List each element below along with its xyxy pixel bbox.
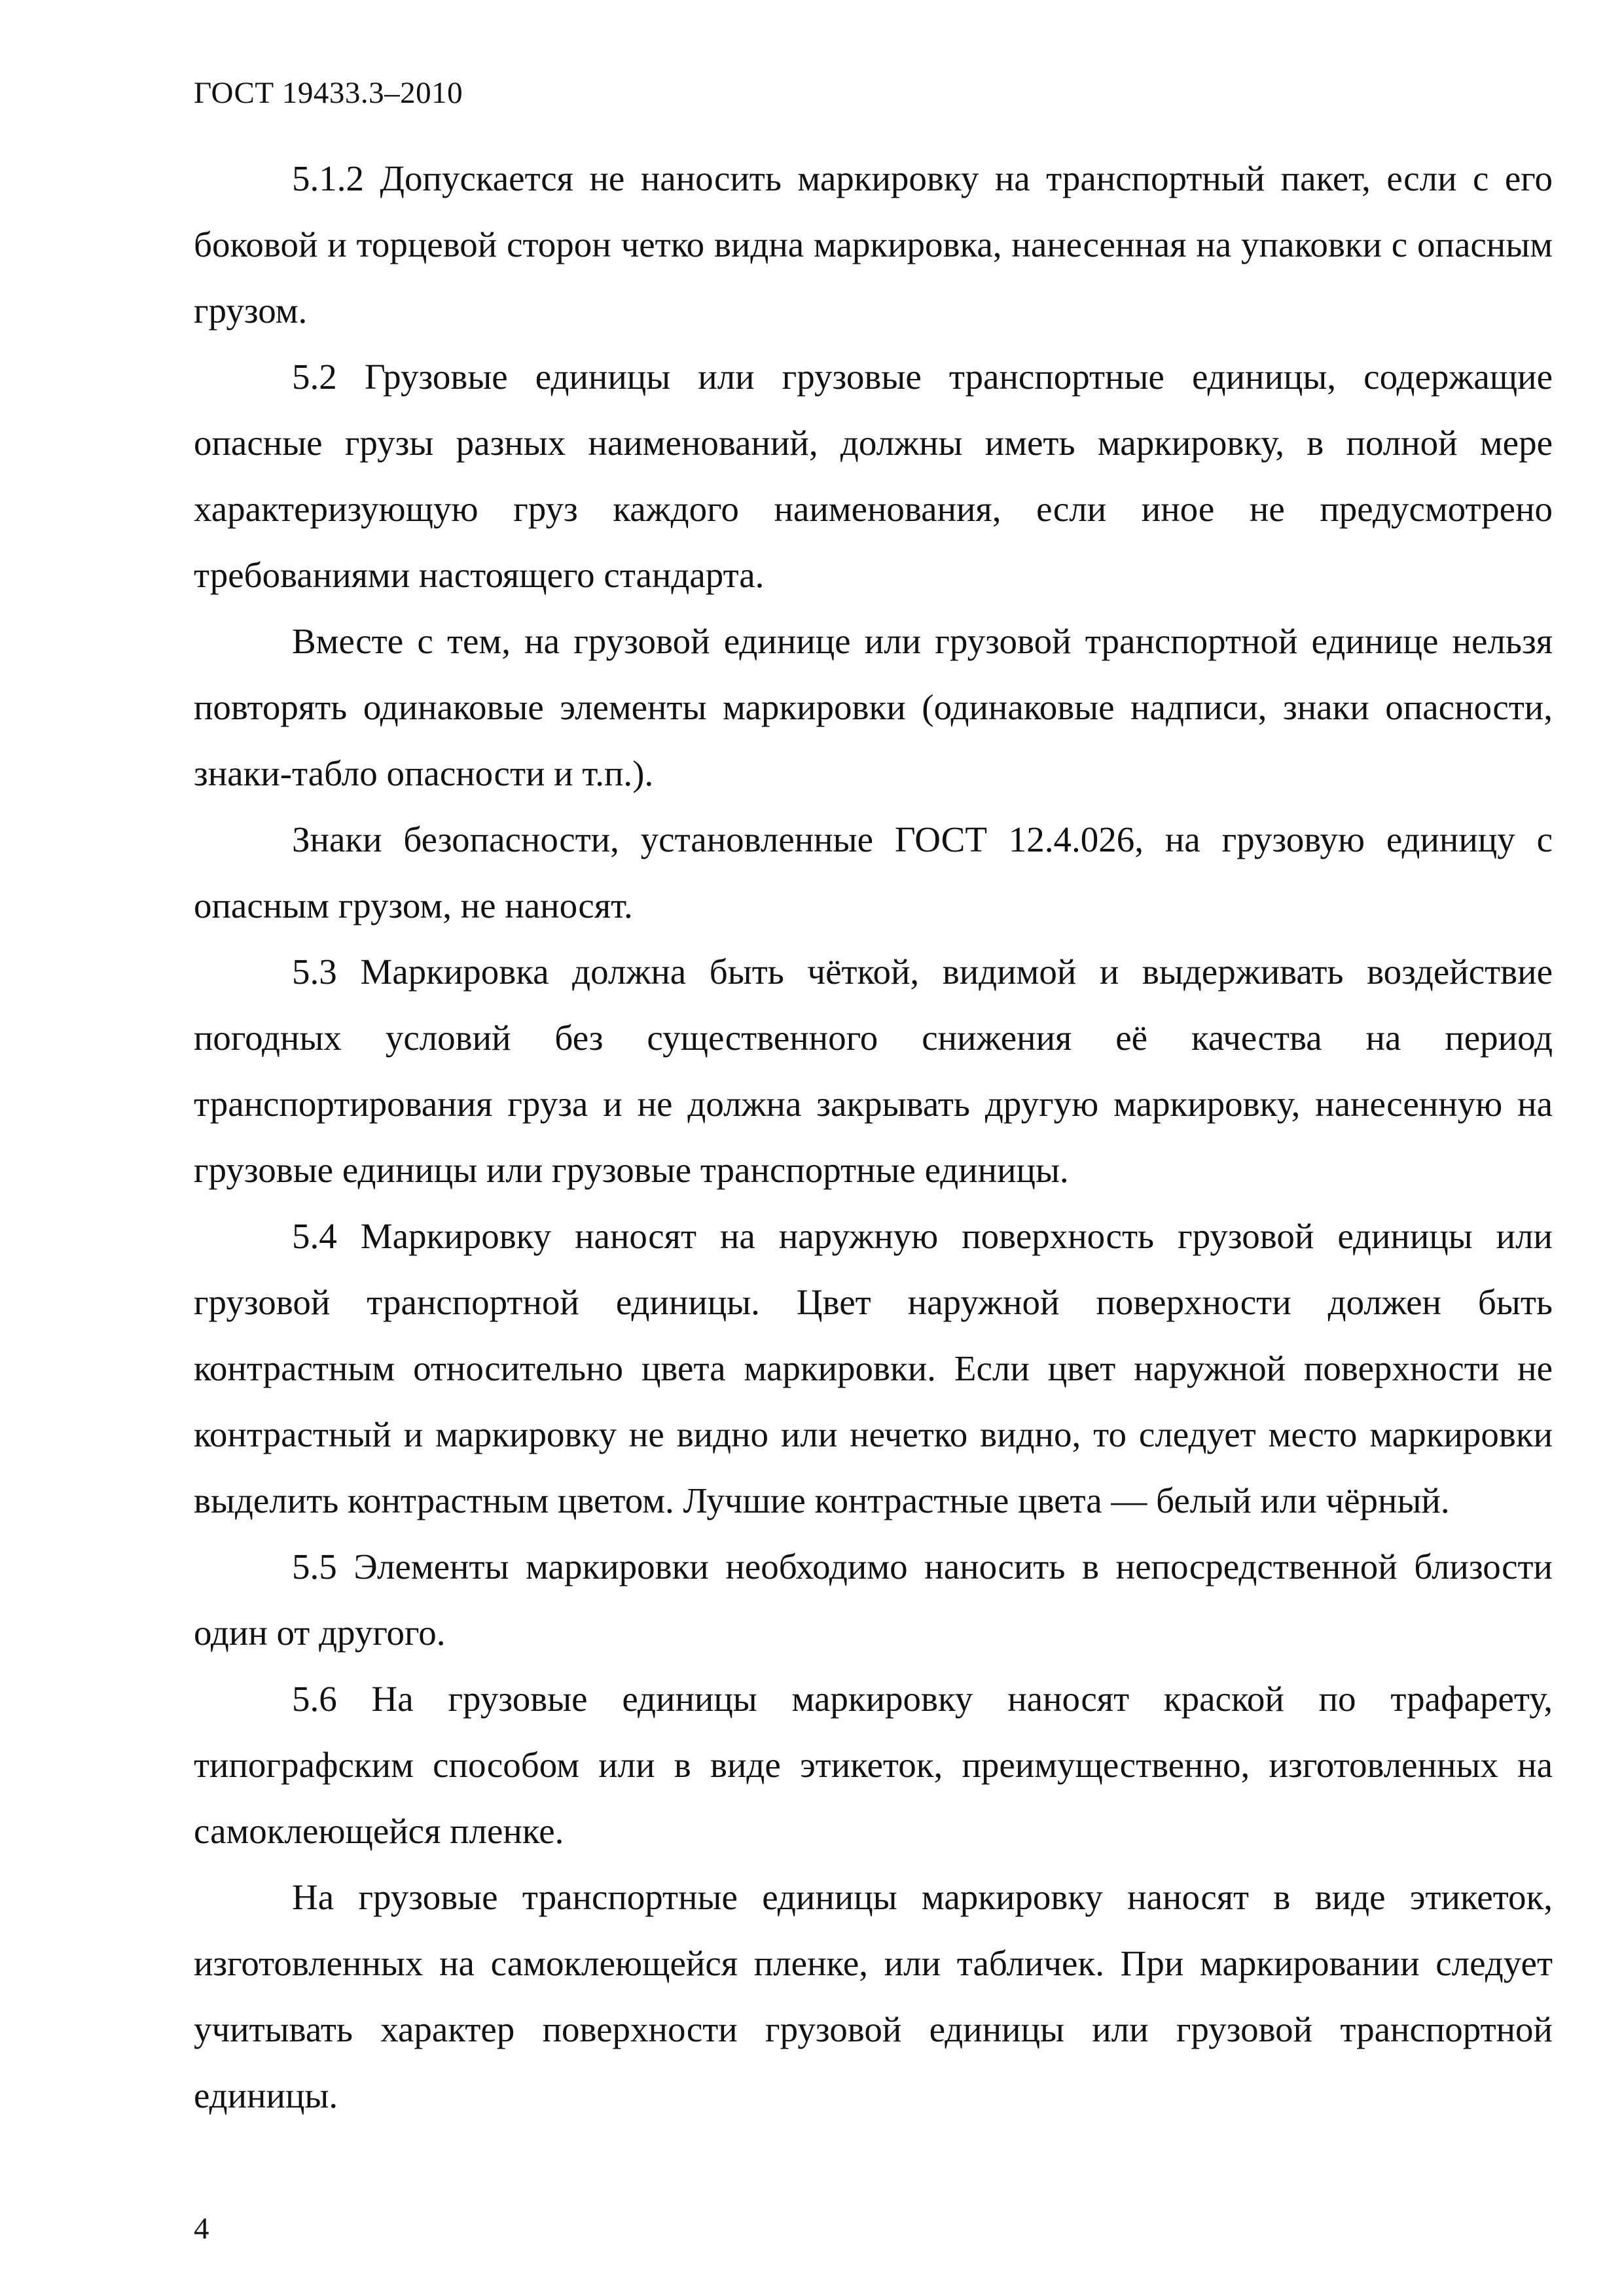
- paragraph-5-6-transport-units: На грузовые транспортные единицы маркировку наносят в виде этикеток, изготовленных на самоклеющейся пленке, или табличек. При маркировании следует учитывать характер поверхности грузовой единицы или грузовой транспортной единицы.: [194, 1877, 1553, 2115]
- standard-header: ГОСТ 19433.3–2010: [194, 76, 463, 110]
- paragraph-5-6: 5.6 На грузовые единицы маркировку наносят краской по трафарету, типографским способом или в виде этикеток, преимущественно, изготовленных на самоклеющейся пленке.: [194, 1679, 1553, 1851]
- document-body: [194, 145, 1553, 2128]
- paragraph-5-2-safety-signs: Знаки безопасности, установленные ГОСТ 12.4.026, на грузовую единицу с опасным грузом, не наносят.: [194, 819, 1553, 925]
- paragraph-5-3: 5.3 Маркировка должна быть чёткой, видимой и выдерживать воздействие погодных условий без существенного снижения её качества на период транспортирования груза и не должна закрывать другую маркировку, нанесенную на грузовые единицы или грузовые транспортные единицы.: [194, 952, 1553, 1190]
- page-number: 4: [194, 2212, 209, 2246]
- paragraph-5-2-repetition: Вместе с тем, на грузовой единице или грузовой транспортной единице нельзя повторять одинаковые элементы маркировки (одинаковые надписи, знаки опасности, знаки-табло опасности и т.п.).: [194, 621, 1553, 793]
- paragraph-5-4: 5.4 Маркировку наносят на наружную поверхность грузовой единицы или грузовой транспортной единицы. Цвет наружной поверхности должен быть контрастным относительно цвета маркировки. Если цвет наружной поверхности не контрастный и маркировку не видно или нечетко видно, то следует место маркировки выделить контрастным цветом. Лучшие контрастные цвета — белый или чёрный.: [194, 1216, 1553, 1520]
- paragraph-5-1-2: 5.1.2 Допускается не наносить маркировку на транспортный пакет, если с его боковой и торцевой сторон четко видна маркировка, нанесенная на упаковки с опасным грузом.: [194, 158, 1553, 331]
- paragraph-5-5: 5.5 Элементы маркировки необходимо наносить в непосредственной близости один от другого.: [194, 1547, 1553, 1653]
- paragraph-5-2: 5.2 Грузовые единицы или грузовые транспортные единицы, содержащие опасные грузы разных наименований, должны иметь маркировку, в полной мере характеризующую груз каждого наименования, если иное не предусмотрено требованиями настоящего стандарта.: [194, 357, 1553, 595]
